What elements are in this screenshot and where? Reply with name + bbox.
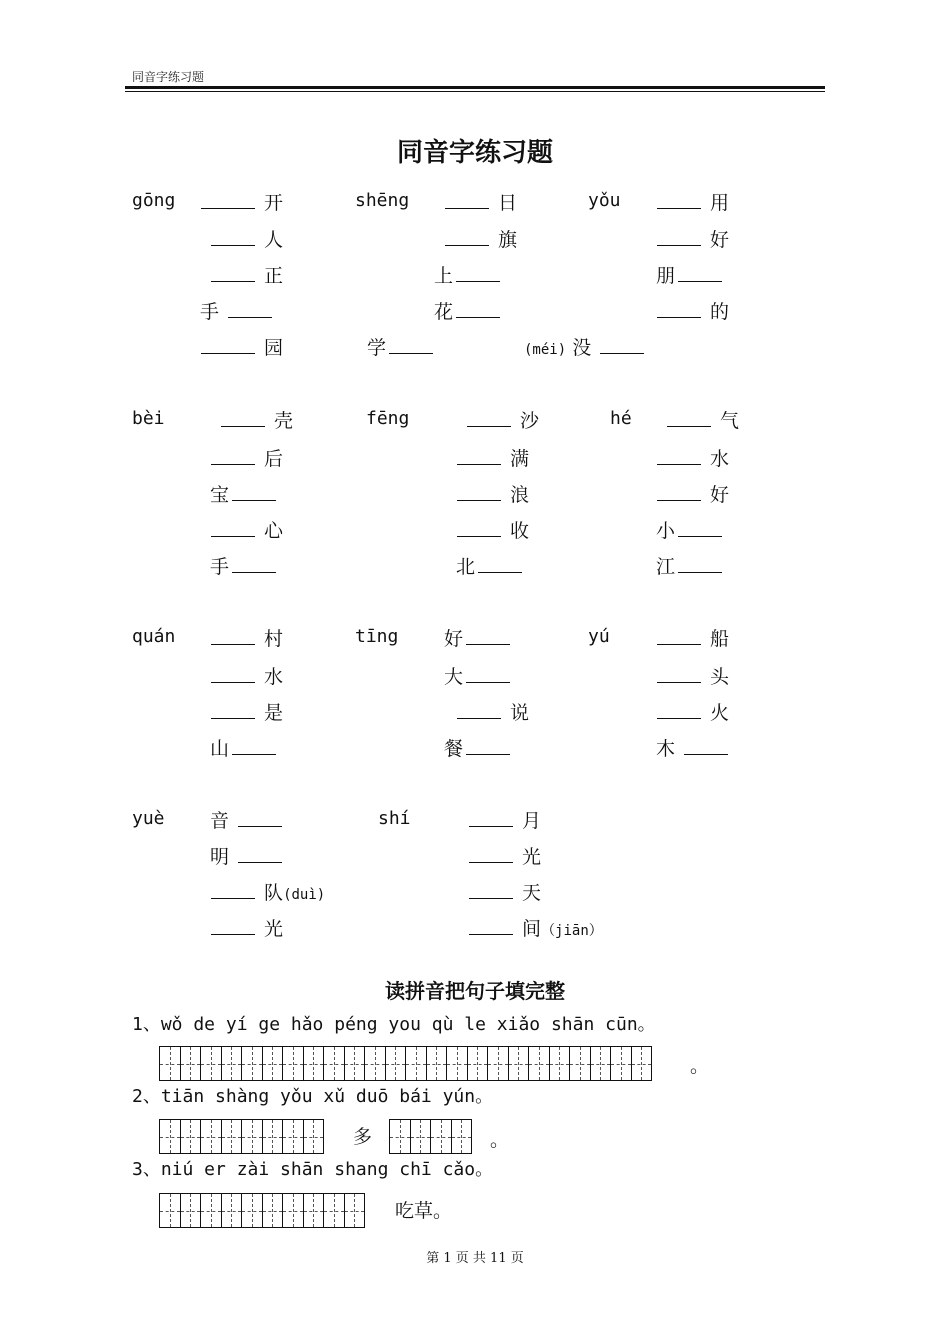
sentence-2-end: 。: [490, 1129, 510, 1151]
item: 水: [654, 445, 729, 471]
item: 明: [210, 843, 285, 869]
sentence-2-pinyin: 2、tiān shàng yǒu xǔ duō bái yún。: [132, 1086, 494, 1107]
pinyin-you: yǒu: [588, 190, 621, 211]
item: 说: [454, 699, 529, 725]
pinyin-yu: yú: [588, 626, 610, 647]
item: 满: [454, 445, 529, 471]
item: 学: [367, 334, 436, 360]
item: 沙: [464, 407, 539, 433]
pinyin-he: hé: [610, 408, 632, 429]
pinyin-bei: bèi: [132, 408, 165, 429]
item: 浪: [454, 481, 529, 507]
item: 花: [434, 298, 503, 324]
item: 收: [454, 517, 529, 543]
item: 江: [656, 553, 725, 579]
item: 开: [198, 189, 283, 215]
item: 的: [654, 298, 729, 324]
item: 北: [456, 553, 525, 579]
writing-grid-3[interactable]: [159, 1193, 365, 1228]
item: 日: [442, 189, 517, 215]
item: 间（jiān）: [466, 915, 603, 943]
item: 村: [208, 625, 283, 651]
item: 朋: [656, 262, 725, 288]
pinyin-sheng: shēng: [355, 190, 410, 211]
sentence-3-end: 吃草。: [395, 1200, 453, 1222]
item: 小: [656, 517, 725, 543]
item: 头: [654, 663, 729, 689]
item: 音: [210, 807, 285, 833]
header-rule-thick: [125, 86, 825, 89]
writing-grid-1[interactable]: [159, 1046, 652, 1081]
sentence-3-pinyin: 3、niú er zài shān shang chī cǎo。: [132, 1159, 494, 1180]
item: 好: [654, 226, 729, 252]
pinyin-yue: yuè: [132, 808, 165, 829]
pinyin-shi: shí: [378, 808, 411, 829]
item: 大: [444, 663, 513, 689]
item: 山: [210, 735, 279, 761]
item: 人: [208, 226, 283, 252]
pinyin-quan: quán: [132, 626, 176, 647]
item: (méi) 没: [524, 334, 647, 362]
item: 正: [208, 262, 283, 288]
pinyin-ting: tīng: [355, 626, 399, 647]
item: 手: [200, 298, 275, 324]
item: 宝: [210, 481, 279, 507]
item: 光: [466, 843, 541, 869]
page-title: 同音字练习题: [396, 138, 553, 168]
item: 好: [654, 481, 729, 507]
item: 用: [654, 189, 729, 215]
item: 水: [208, 663, 283, 689]
item: 月: [466, 807, 541, 833]
writing-grid-2b[interactable]: [389, 1119, 472, 1154]
item: 心: [208, 517, 283, 543]
item: 队(duì): [208, 879, 325, 907]
writing-grid-2a[interactable]: [159, 1119, 324, 1154]
page-header: 同音字练习题: [132, 70, 205, 84]
item: 火: [654, 699, 729, 725]
item: 上: [434, 262, 503, 288]
item: 餐: [444, 735, 513, 761]
item: 壳: [218, 407, 293, 433]
item: 气: [664, 407, 739, 433]
item: 好: [444, 625, 513, 651]
item: 木: [656, 735, 731, 761]
sentence-1-pinyin: 1、wǒ de yí ge hǎo péng you qù le xiǎo shān cūn。: [132, 1014, 656, 1035]
item: 后: [208, 445, 283, 471]
sentence-1-end: 。: [690, 1055, 710, 1077]
item: 船: [654, 625, 729, 651]
pinyin-feng: fēng: [366, 408, 410, 429]
pinyin-gong: gōng: [132, 190, 176, 211]
item: 旗: [442, 226, 517, 252]
item: 是: [208, 699, 283, 725]
page-footer: 第 1 页 共 11 页: [426, 1251, 524, 1266]
section-title: 读拼音把句子填完整: [385, 979, 565, 1003]
header-rule-thin: [125, 91, 825, 92]
item: 光: [208, 915, 283, 941]
sentence-2-mid: 多: [353, 1126, 373, 1148]
item: 天: [466, 879, 541, 905]
item: 园: [198, 334, 283, 360]
item: 手: [210, 553, 279, 579]
